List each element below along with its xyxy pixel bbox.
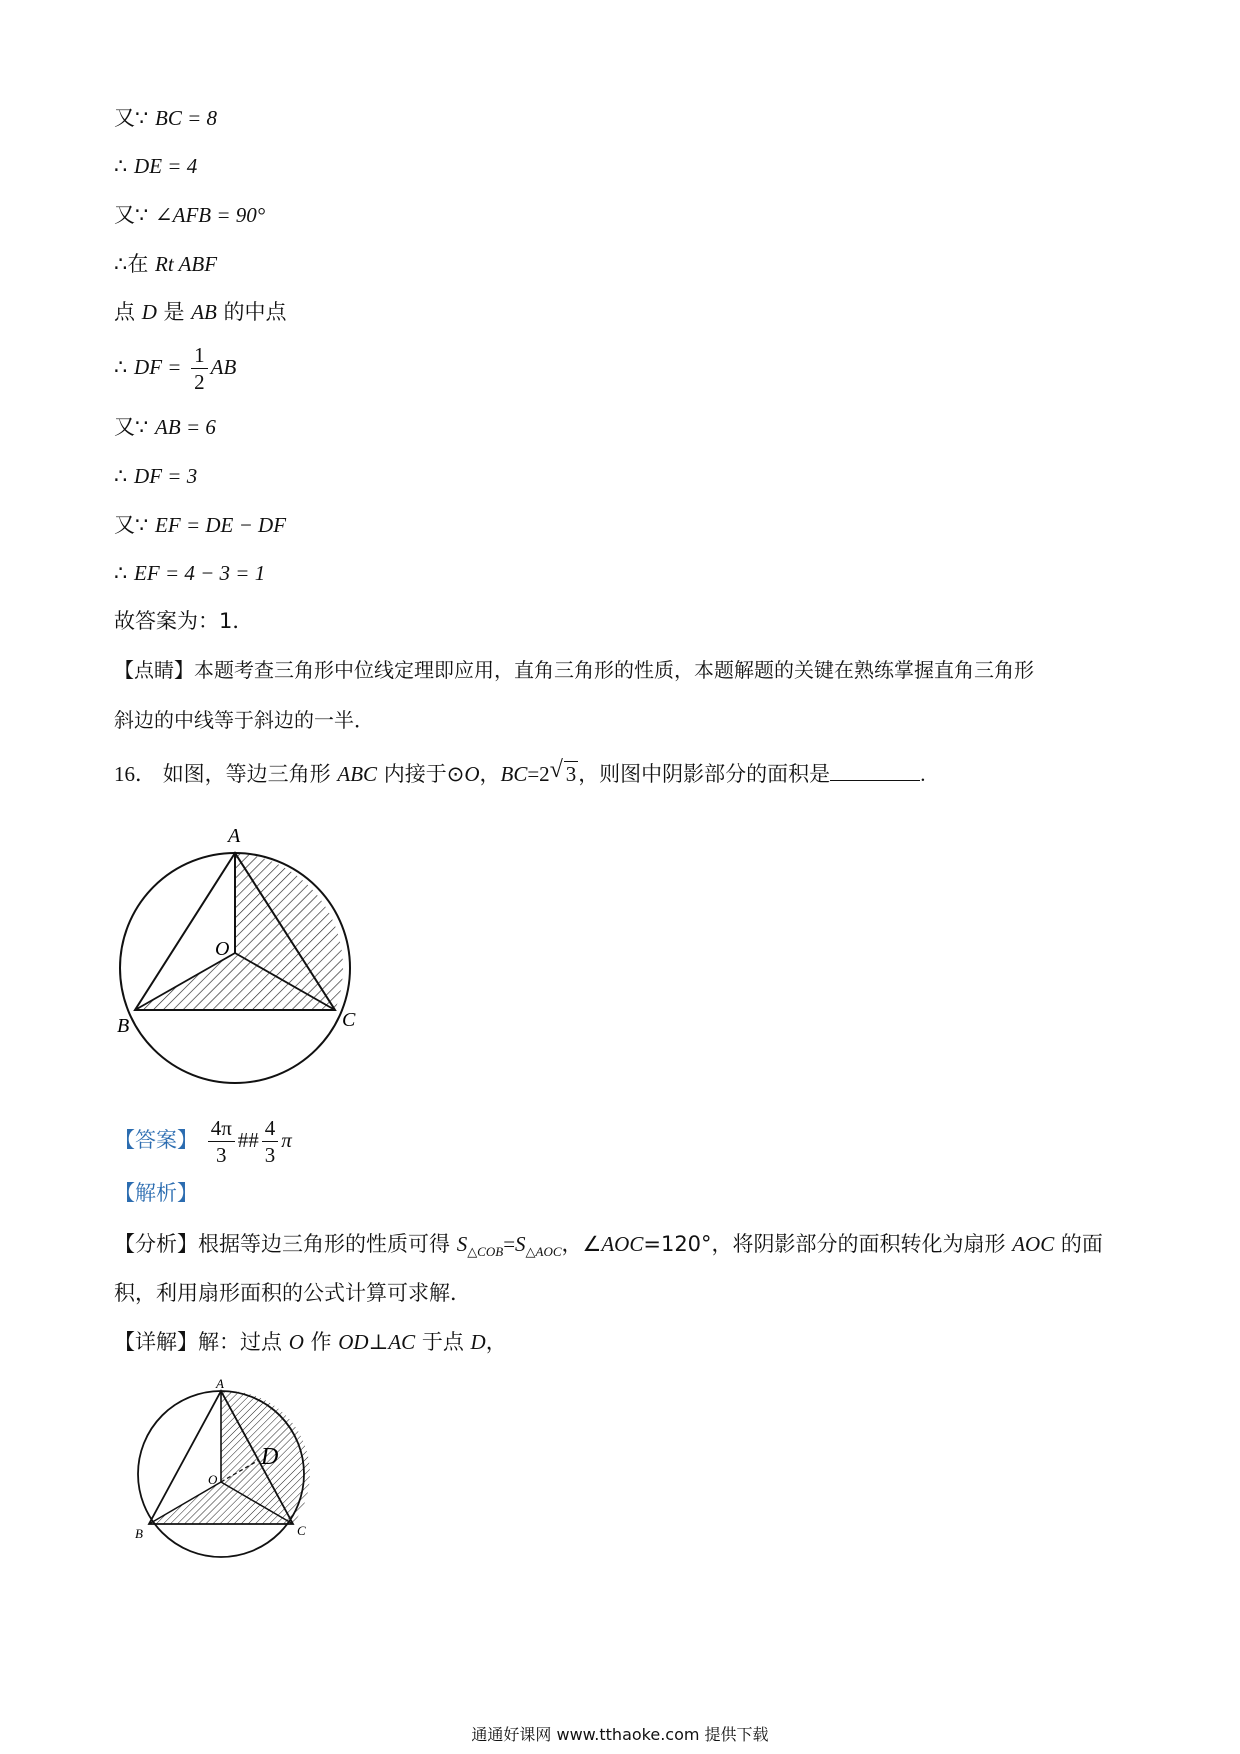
answer-blank [830, 760, 920, 781]
label-c: C [342, 1009, 356, 1031]
line-dianjing-1: 【点睛】本题考查三角形中位线定理即应用，直角三角形的性质，本题解题的关键在熟练掌握直角三角形 [114, 658, 1034, 682]
page-footer: 通通好课网 www.tthaoke.com 提供下载 [471, 1725, 769, 1744]
line-de-eq-4: ∴ DE = 4 [114, 154, 198, 178]
label-a: A [228, 825, 241, 847]
label-o-2: O [208, 1472, 218, 1487]
line-rt-abf: ∴在 Rt ABF [114, 252, 218, 276]
line-ef-formula: 又∵ EF = DE − DF [114, 513, 287, 537]
line-answer-is: 故答案为：1． [114, 609, 254, 633]
line-ef-result: ∴ EF = 4 − 3 = 1 [114, 561, 266, 585]
line-bc-eq-8: 又∵ BC = 8 [114, 106, 218, 130]
line-dianjing-2: 斜边的中线等于斜边的一半． [114, 708, 374, 732]
label-b-2: B [135, 1526, 143, 1541]
fenxi-line-2: 积，利用扇形面积的公式计算可求解． [114, 1281, 471, 1305]
answer-line: 【答案】 $\frac{4\pi}{3}$ ## $\frac{4}{3}$ π [114, 1116, 292, 1167]
label-b: B [117, 1015, 130, 1037]
figure-inscribed-triangle [105, 820, 375, 1090]
line-df-eq-3: ∴ DF = 3 [114, 464, 198, 488]
line-angle-afb: 又∵ ∠AFB = 90° [114, 203, 266, 227]
answer-fraction-4-3: $\frac{4}{3}$ [262, 1115, 279, 1168]
label-d-2: D [261, 1444, 279, 1470]
figure-solution-diagram [125, 1378, 325, 1578]
label-a-2: A [216, 1378, 224, 1391]
label-c-2: C [297, 1523, 306, 1538]
answer-fraction-4pi-3: $\frac{4\pi}{3}$ [208, 1115, 235, 1168]
question-16: 16． 如图，等边三角形 ABC 内接于⊙O，BC=2 √ 3，则图中阴影部分的面积是 . [114, 759, 925, 789]
fraction-one-half: $\frac{1}{2}$ [191, 342, 208, 395]
fenxi-line-1: 【分析】根据等边三角形的性质可得 $S_{\triangle COB}=S_{\triangle AOC}$，∠AOC=120°，将阴影部分的面积转化为扇形 AOC 的面 [114, 1232, 1103, 1260]
line-ab-eq-6: 又∵ AB = 6 [114, 415, 216, 439]
line-df-half-ab: ∴ DF = $\frac{1}{2}$ AB [114, 343, 237, 394]
label-o: O [215, 938, 230, 960]
detail-line: 【详解】解：过点 O 作 OD⊥AC 于点 D， [114, 1330, 507, 1354]
analysis-tag: 【解析】 [114, 1181, 198, 1205]
sqrt-3: √ 3 [549, 757, 577, 786]
line-midpoint: 点 D 是 AB 的中点 [114, 300, 287, 324]
